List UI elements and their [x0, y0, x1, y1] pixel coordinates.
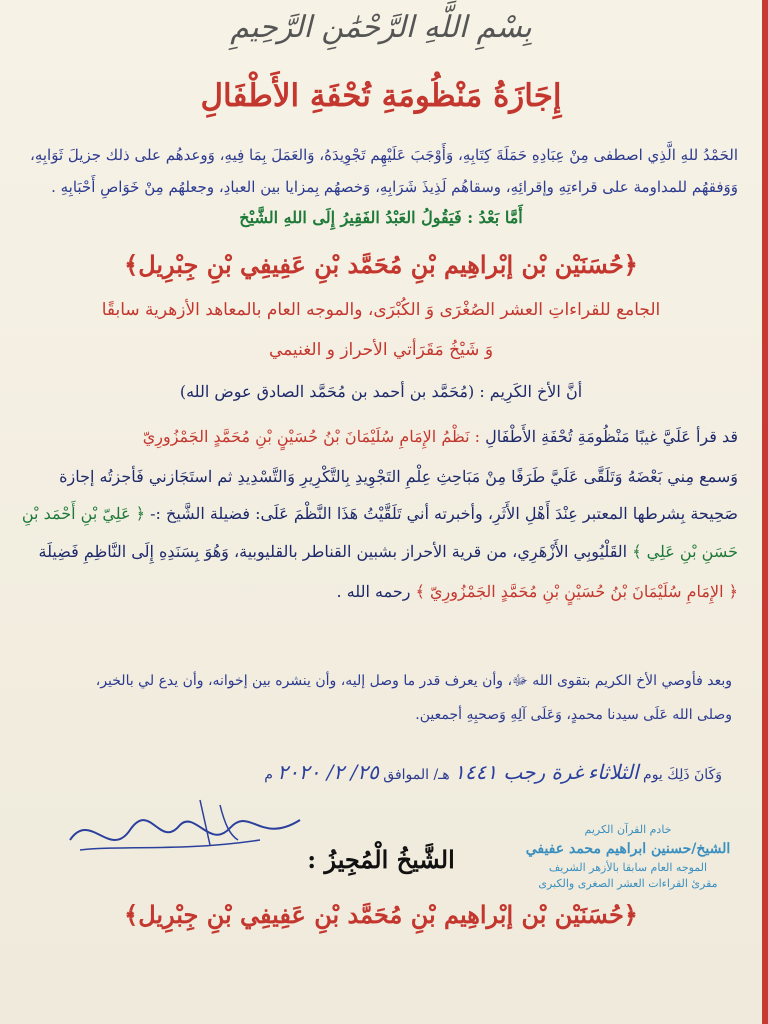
date-gregorian: ٢٥/ ٢/ ٢٠٢٠ — [277, 760, 379, 784]
date-line — [60, 760, 722, 784]
mujiz-label: الشَّيخُ الْمُجِيزُ : — [307, 845, 455, 874]
date-hijri: غرة رجب ١٤٤١ — [454, 760, 584, 784]
page-title: إِجَازَةُ مَنْظُومَةِ تُحْفَةِ الأَطْفَالِ — [200, 78, 562, 114]
body-line-3a: صَحِيحة بِشرطها المعتبر عِنْدَ أَهْلِ الأَثَرِ، وأخبرته أني تَلَقَّيْتُ هَذَا النَّظْمَ عَلَى: فضيلة الشَّيخ :- — [150, 504, 738, 523]
date-day: الثلاثاء — [587, 760, 639, 784]
date-hijri-suffix: هـ/ الموافق — [383, 767, 450, 783]
intro-line-1: الحَمْدُ للهِ الَّذِي اصطفى مِنْ عِبَادِهِ حَمَلَةَ كِتَابِهِ، وَأَوْجَبَ عَلَيْهِم تَجْوِيدَهُ، وَالعَمَلَ بِمَا فِيهِ، وَوعدهُم على ذلك جزيلَ ثَوَابِهِ، وَوَفقهُم للمداومة — [30, 146, 738, 196]
body-line-4a: حَسَنِ بْنِ عَلِي ﴾ — [632, 542, 738, 561]
date-greg-suffix: م — [264, 767, 273, 783]
amma-badu: أَمَّا بَعْدُ : فَيَقُولُ العَبْدُ الفَقِيرُ إِلَى اللهِ الشَّيْخ — [239, 208, 523, 227]
body-line-3b: ﴿ عَلِيّ بْنِ أَحْمَد بْنِ — [21, 504, 146, 523]
body-line-2: وَسمع مِني بَعْضَهُ وَتَلَقَّى عَلَيَّ طَرَفًا مِنْ مَبَاحِثِ عِلْمِ التَجْوِيدِ بِالتَّكْرِيرِ وَالتَّسْدِيدِ ثم استَجَازني فَأجزتُه إجازة — [59, 467, 738, 486]
body-line-5b: رحمه الله . — [336, 582, 411, 601]
basmala: بِسْمِ اللَّهِ الرَّحْمَٰنِ الرَّحِيمِ — [230, 10, 532, 45]
student-name: أنَّ الأخ الكَرِيم : (مُحَمَّد بن أحمد بن مُحَمَّد الصادق عوض الله) — [179, 382, 583, 401]
body-line-1 — [26, 425, 738, 449]
official-stamp — [506, 822, 750, 900]
body-line-4 — [26, 540, 738, 564]
body-line-5 — [26, 580, 738, 604]
sheikh-name: ﴿حُسَنَيْن بْن إبْراهِيم بْنِ مُحَمَّد بْنِ عَفِيفِي بْنِ جِبْرِيل﴾ — [124, 250, 638, 279]
stamp-line-1: خادم القرآن الكريم — [584, 823, 672, 836]
stamp-line-4: مقرئ القراءات العشر الصغرى والكبرى — [538, 877, 718, 890]
qualification-2: وَ شَيْخُ مَقَرَأتي الأحراز و الغنيمي — [268, 340, 494, 360]
stamp-line-2: الشيخ/حسنين ابراهيم محمد عفيفي — [525, 840, 731, 857]
closing-line-2: وصلى الله عَلَى سيدنا محمدٍ، وَعَلَى آلِهِ وَصحبِهِ أجمعين. — [415, 706, 732, 723]
stamp-line-3: الموجه العام سابقا بالأزهر الشريف — [548, 860, 708, 874]
body-line-1a: قد قرأ عَلَيَّ غيبًا مَنْظُومَةِ تُحْفَةِ الأَطْفَالِ — [485, 427, 738, 446]
intro-line-2: على قراءتِهِ وإقرائِهِ، وسقاهُم لَذِيذَ شَرَابِهِ، وَخصهُم بِمزايا بين العبادِ، وجعلهُم مِنْ خَوَاصِ أَحْبَابِهِ . — [51, 177, 629, 196]
closing-paragraph — [30, 665, 732, 732]
sheikh-name-footer: ﴿حُسَنَيْن بْن إبْراهِيم بْنِ مُحَمَّد بْنِ عَفِيفِي بْنِ جِبْرِيل﴾ — [124, 900, 638, 929]
body-line-1b: : نَظْمُ الإِمَامِ سُلَيْمَانَ بْنُ حُسَيْنٍ بْنِ مُحَمَّدٍ الجَمْزُورِيّ — [142, 427, 481, 446]
date-prefix: وَكَانَ ذَلِكَ يوم — [643, 767, 722, 783]
qualification-1: الجامع للقراءاتِ العشر الصُغْرَى وَ الكُبْرَى، والموجه العام بالمعاهد الأزهرية سابقًا — [101, 300, 661, 320]
body-line-5a: ﴿ الإِمَامِ سُلَيْمَانَ بْنُ حُسَيْنٍ بْنِ مُحَمَّدٍ الجَمْزُورِيّ ﴾ — [415, 582, 738, 601]
intro-paragraph — [30, 140, 738, 203]
closing-line-1: وبعد فأوصي الأخ الكريم بتقوى الله ﷻ، وأن يعرف قدر ما وصل إليه، وأن ينشره بين إخوانه، وأن يدع لي بالخير، — [95, 673, 732, 689]
body-line-3 — [21, 502, 738, 526]
body-line-4b: القَلْيُوبِي الأَزْهَرِي، من قرية الأحراز بشبين القناطر بالقليوبية، وَهُوَ بِسَنَدِهِ إِلَى النَّاظِمِ فَضِيلَة — [38, 542, 628, 561]
